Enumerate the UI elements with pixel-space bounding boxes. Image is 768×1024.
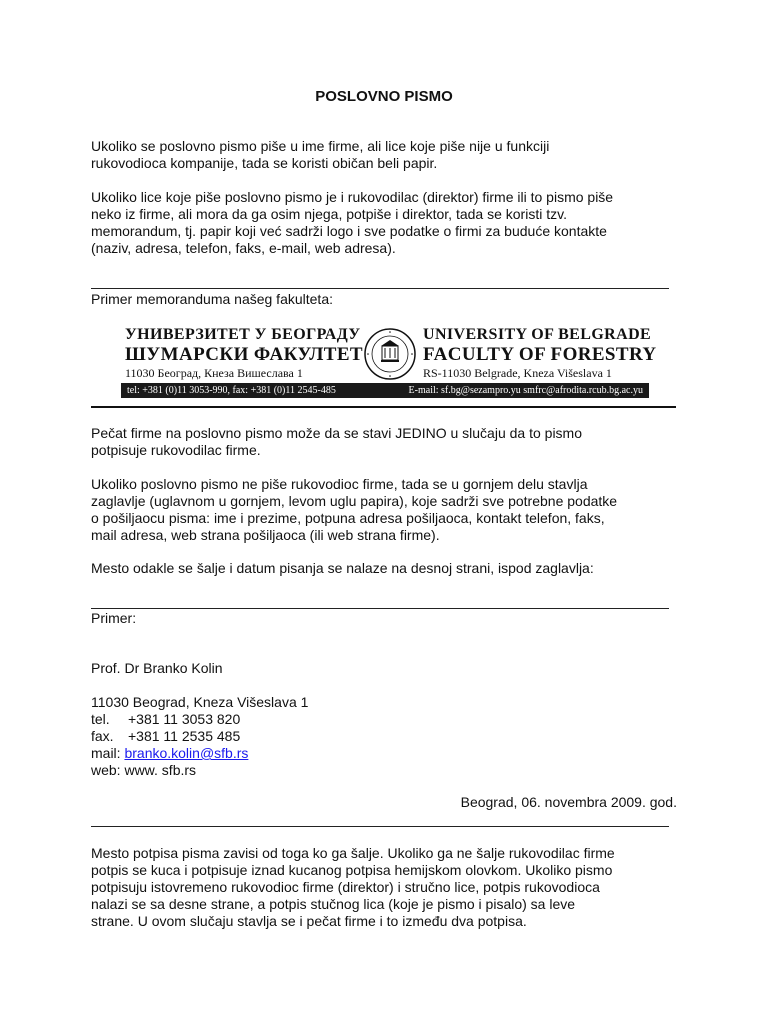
letterhead-cyrillic-university: УНИВЕРЗИТЕТ У БЕОГРАДУ xyxy=(125,326,361,343)
letterhead-contact-bar xyxy=(121,383,649,398)
sender-fax xyxy=(91,728,691,745)
paragraph-plain-paper xyxy=(91,138,691,172)
letterhead-cyrillic-faculty: ШУМАРСКИ ФАКУЛТЕТ xyxy=(125,344,363,365)
memo-caption: Primer memoranduma našeg fakulteta: xyxy=(91,291,333,307)
paragraph-line: nalazi se sa desne strane, a potpis stučnog lica (koje je pismo i pisalo) sa leve xyxy=(91,896,576,912)
paragraph-line: mail adresa, web strana pošiljaoca (ili web strana firme). xyxy=(91,527,440,543)
paragraph-line: Pečat firme na poslovno pismo može da se stavi JEDINO u slučaju da to pismo xyxy=(91,425,582,441)
mail-label: mail: xyxy=(91,745,125,761)
paragraph-stamp xyxy=(91,425,691,459)
paragraph-line: Ukoliko poslovno pismo ne piše rukovodioc firme, tada se u gornjem delu stavlja xyxy=(91,476,588,492)
paragraph-line: potpisuju istovremeno rukovodioc firme (direktor) i stručno lice, potpis rukovodioca xyxy=(91,879,600,895)
paragraph-line: zaglavlje (uglavnom u gornjem, levom uglu papira), koje sadrži sve potrebne podatke xyxy=(91,493,618,509)
sender-address: 11030 Beograd, Kneza Višeslava 1 xyxy=(91,694,309,710)
paragraph-line: potpis se kuca i potpisuje iznad kucanog potpisa hemijskom olovkom. Ukoliko pismo xyxy=(91,862,613,878)
paragraph-line: Ukoliko lice koje piše poslovno pismo je i rukovodilac (direktor) firme ili to pismo piše xyxy=(91,189,614,205)
sender-name: Prof. Dr Branko Kolin xyxy=(91,660,223,676)
university-seal-icon xyxy=(364,328,416,380)
place-and-date: Beograd, 06. novembra 2009. god. xyxy=(460,794,677,810)
separator-line xyxy=(91,288,669,289)
paragraph-line: Mesto potpisa pisma zavisi od toga ko ga šalje. Ukoliko ga ne šalje rukovodilac firme xyxy=(91,845,615,861)
example-label: Primer: xyxy=(91,610,137,626)
letterhead-cyrillic-address: 11030 Београд, Кнеза Вишеслава 1 xyxy=(125,366,303,380)
letterhead-latin-faculty: FACULTY OF FORESTRY xyxy=(423,344,657,365)
sender-tel xyxy=(91,711,691,728)
paragraph-signature xyxy=(91,845,691,930)
faculty-letterhead xyxy=(121,326,657,398)
document-title: POSLOVNO PISMO xyxy=(315,88,453,105)
paragraph-place-date: Mesto odakle se šalje i datum pisanja se nalaze na desnoj strani, ispod zaglavlja: xyxy=(91,560,594,576)
paragraph-line: rukovodioca kompanije, tada se koristi običan beli papir. xyxy=(91,155,438,171)
email-link[interactable]: branko.kolin@sfb.rs xyxy=(124,745,249,761)
paragraph-line: o pošiljaocu pisma: ime i prezime, potpuna adresa pošiljaoca, kontakt telefon, faks, xyxy=(91,510,605,526)
tel-label: tel. xyxy=(91,711,110,727)
paragraph-memorandum xyxy=(91,189,691,257)
separator-line xyxy=(91,608,669,609)
tel-value: +381 11 3053 820 xyxy=(128,711,241,727)
letterhead-latin-university: UNIVERSITY OF BELGRADE xyxy=(423,326,652,343)
fax-label: fax. xyxy=(91,728,114,744)
sender-web: web: www. sfb.rs xyxy=(91,762,197,778)
letterhead-email: E-mail: sf.bg@sezampro.yu smfrc@afrodita.rcub.bg.ac.yu xyxy=(408,385,643,396)
paragraph-line: memorandum, tj. papir koji već sadrži logo i sve podatke o firmi za buduće kontakte xyxy=(91,223,607,239)
sender-mail xyxy=(91,745,691,762)
sender-block xyxy=(91,694,691,779)
paragraph-line: neko iz firme, ali mora da ga osim njega, potpiše i direktor, tada se koristi tzv. xyxy=(91,206,567,222)
letterhead-phone-fax: tel: +381 (0)11 3053-990, fax: +381 (0)11 2545-485 xyxy=(127,385,336,396)
paragraph-header xyxy=(91,476,691,544)
separator-thick-line xyxy=(91,406,676,408)
fax-value: +381 11 2535 485 xyxy=(128,728,241,744)
letterhead-latin-address: RS-11030 Belgrade, Kneza Višeslava 1 xyxy=(423,366,612,380)
separator-line xyxy=(91,826,669,827)
paragraph-line: potpisuje rukovodilac firme. xyxy=(91,442,261,458)
paragraph-line: strane. U ovom slučaju stavlja se i pečat firme i to između dva potpisa. xyxy=(91,913,527,929)
paragraph-line: (naziv, adresa, telefon, faks, e-mail, web adresa). xyxy=(91,240,396,256)
paragraph-line: Ukoliko se poslovno pismo piše u ime firme, ali lice koje piše nije u funkciji xyxy=(91,138,550,154)
